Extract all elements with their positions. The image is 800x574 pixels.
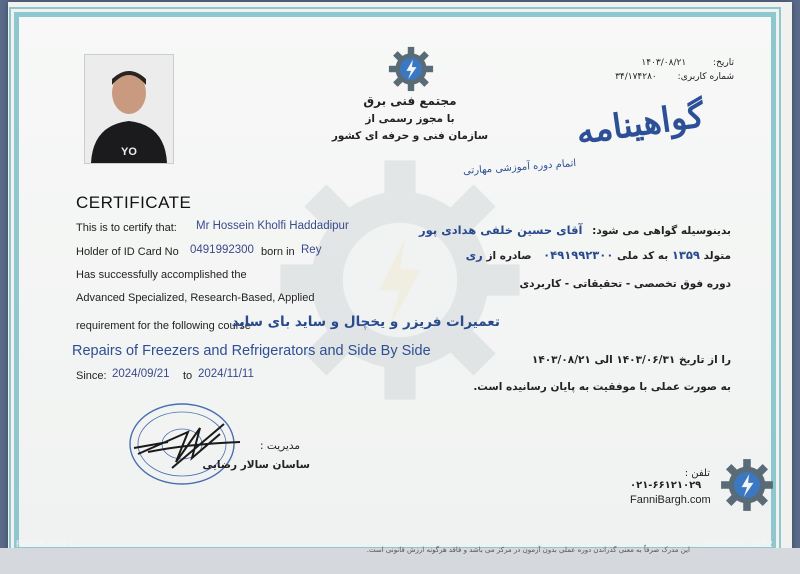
fa-holder-name: آقای حسین خلفی هدادی پور <box>419 223 583 237</box>
fa-dates: را از تاریخ ۱۴۰۳/۰۶/۳۱ الی ۱۴۰۳/۰۸/۲۱ <box>531 354 731 366</box>
org-license: با مجوز رسمی از <box>365 113 455 125</box>
date-value: ۱۴۰۳/۰۸/۲۱ <box>641 58 687 68</box>
camera-datetime-watermark: 2024/11/25 14:52 <box>703 539 773 549</box>
fa-issued-label: صادره از <box>486 250 532 262</box>
fa-certify-line <box>419 223 731 237</box>
fa-nid: ۰۴۹۱۹۹۲۳۰۰ <box>543 248 614 262</box>
en-since-label: Since: <box>76 370 107 382</box>
date-line <box>641 58 734 68</box>
en-holder-label: Holder of ID Card No <box>76 246 179 258</box>
fa-certificate-title: گواهینامه <box>573 95 707 153</box>
org-authority: سازمان فنی و حرفه ای کشور <box>331 130 489 142</box>
fanni-bargh-logo-icon <box>388 46 434 92</box>
footer-logo-icon <box>720 458 774 512</box>
en-course-type: Advanced Specialized, Research-Based, Applied <box>76 292 315 304</box>
phone-label: تلفن : <box>684 468 710 479</box>
fa-born-year: ۱۳۵۹ <box>671 248 700 262</box>
footer-disclaimer: این مدرک صرفاً به معنی گذراندن دوره عملی بدون آزمون در مرکز می باشد و فاقد هرگونه ارزش قانونی است. <box>366 546 690 554</box>
en-born-in: born in <box>261 246 295 258</box>
fa-course-type: دوره فوق تخصصی - تحقیقاتی - کاربردی <box>519 278 731 290</box>
director-name: ساسان سالار رضایی <box>202 459 310 471</box>
en-certify-label: This is to certify that: <box>76 222 177 234</box>
en-city: Rey <box>301 244 322 256</box>
contact-phone-line <box>685 468 710 479</box>
en-to-date: 2024/11/11 <box>198 368 254 380</box>
portrait-image <box>85 55 173 163</box>
gear-watermark-icon <box>270 150 530 410</box>
fa-certify-label: بدینوسیله گواهی می شود: <box>592 225 731 237</box>
website: FanniBargh.com <box>630 494 711 506</box>
en-since-date: 2024/09/21 <box>112 368 170 380</box>
fa-certificate-subtitle: اتمام دوره آموزشی مهارتی <box>462 158 577 177</box>
fa-course-name: تعمیرات فریزر و یخچال و ساید بای ساید <box>231 314 500 330</box>
fa-city: ری <box>465 248 483 262</box>
contact-phone: ۰۲۱-۶۶۱۲۱۰۲۹ <box>630 480 702 491</box>
fa-completion: به صورت عملی با موفقیت به پایان رسانیده است. <box>473 381 731 393</box>
fa-nid-label: به کد ملی <box>617 250 669 262</box>
reg-line <box>615 72 734 82</box>
reg-label: شماره کاربری: <box>677 72 734 82</box>
en-to-label: to <box>183 370 193 382</box>
camera-device-watermark: REDMI Note 13 <box>16 539 80 549</box>
en-course-name: Repairs of Freezers and Refrigerators and Side By Side <box>72 343 431 359</box>
date-label: تاریخ: <box>713 58 734 68</box>
org-name: مجتمع فنی برق <box>363 94 457 108</box>
svg-text:YO: YO <box>121 146 137 158</box>
director-role: مدیریت : <box>260 440 300 452</box>
fa-birth-line <box>466 248 731 262</box>
en-holder-name: Mr Hossein Kholfi Haddadipur <box>196 220 349 232</box>
en-certificate-title: CERTIFICATE <box>76 193 192 212</box>
fa-born-label: متولد <box>703 250 731 262</box>
reg-value: ۳۴/۱۷۴۲۸۰ <box>615 72 657 82</box>
en-accomplished: Has successfully accomplished the <box>76 269 247 281</box>
holder-photo <box>84 54 174 164</box>
en-id-number: 0491992300 <box>190 244 254 256</box>
en-requirement: requirement for the following course <box>76 320 251 332</box>
